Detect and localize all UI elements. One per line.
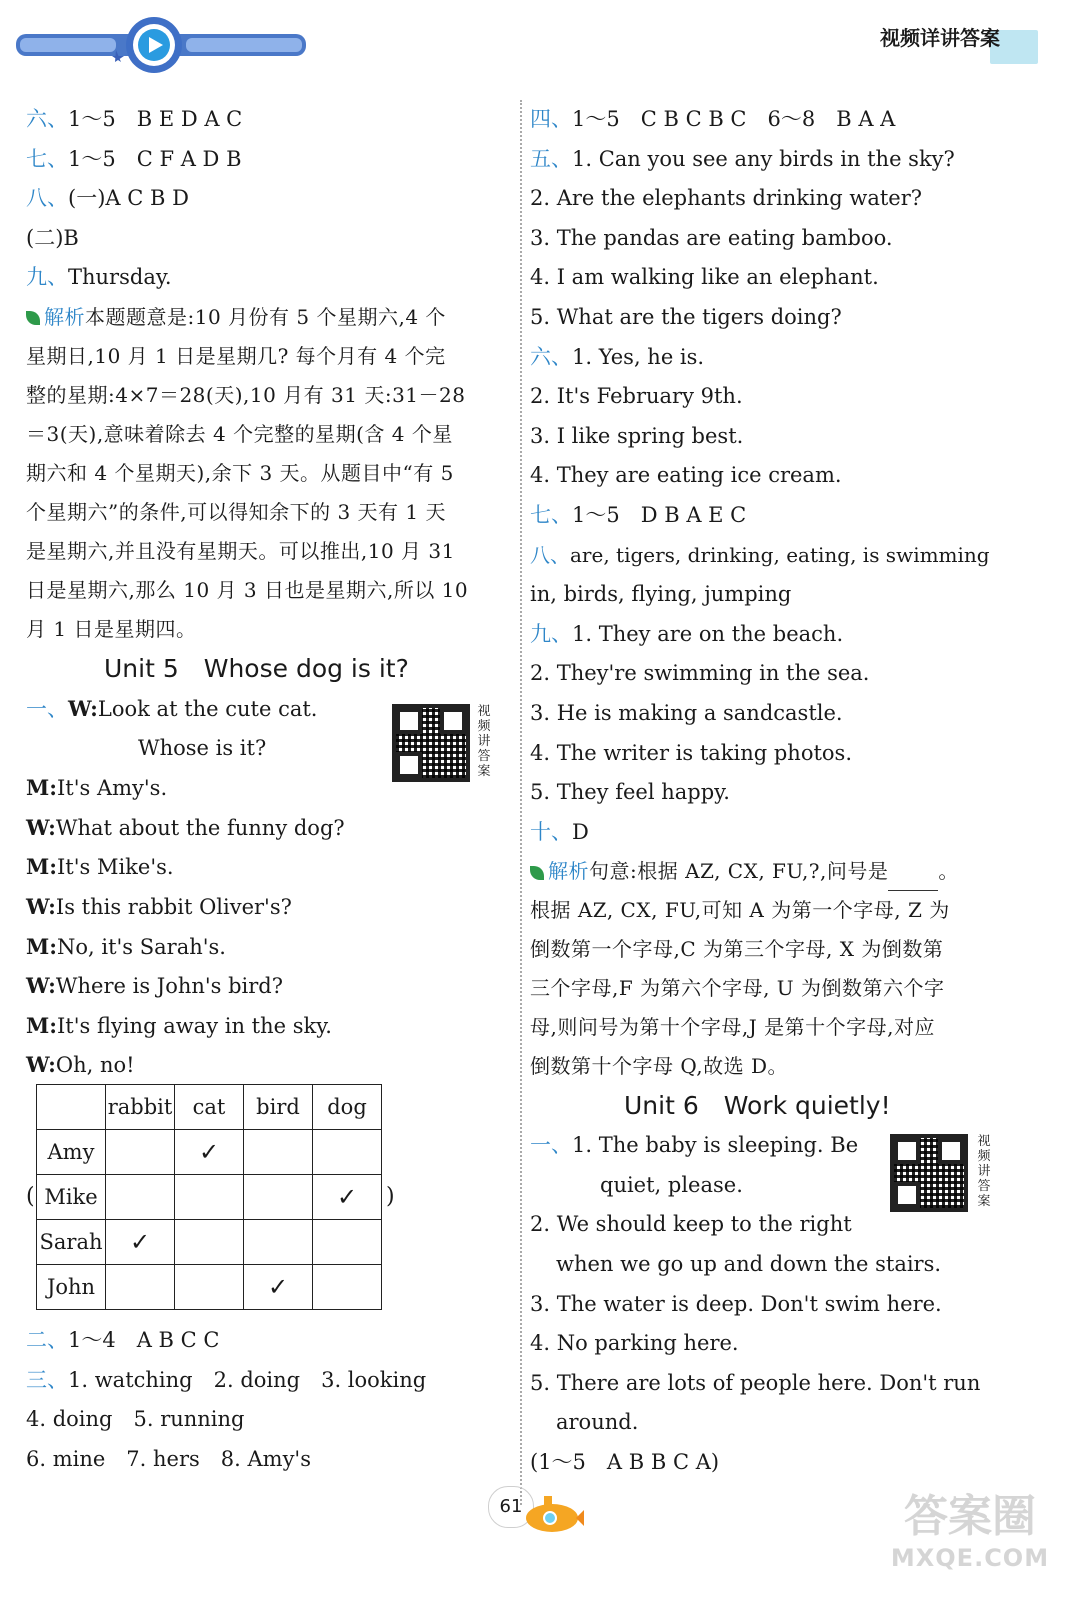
table-row: Mike ✓ <box>37 1175 382 1220</box>
unit5-dialog: 一、W:Look at the cute cat. Whose is it? M:It's Amy's. W:What about the funny dog? M:It's Mike's. W:Is this rabbit Oliver's? M:No, it's Sarah's. W:Where is John's bird? M:It's flying away in the sky. W:Oh, no! <box>26 695 345 1078</box>
table-row: Sarah ✓ <box>37 1220 382 1265</box>
header-banner <box>16 14 312 74</box>
analysis-tag: 解析 <box>548 859 589 884</box>
banner-graphic <box>16 14 312 74</box>
analysis-tag: 解析 <box>44 304 85 329</box>
unit6-qr-label: 视频讲答案 <box>977 1134 991 1209</box>
table-paren-left: ( <box>26 1184 35 1209</box>
answer-line: 九、Thursday. <box>26 265 172 290</box>
analysis-block: 解析句意:根据 AZ, CX, FU,?,问号是 。 根据 AZ, CX, FU,可知 A 为第一个字母, Z 为 倒数第一个字母,C 为第三个字母, X 为倒数第 三个字母,F 为第六个字母, U 为倒数第六个字 母,则问号为第十个字母,J 是第十个字母,对应 倒数第十个字母 Q,故选 D。 <box>530 859 959 1079</box>
answer-blank <box>888 870 938 891</box>
unit5-answer-table: rabbit cat bird dog Amy ✓ Mike ✓ Sarah ✓ John ✓ <box>36 1084 382 1310</box>
analysis-block: 解析本题题意是:10 月份有 5 个星期六,4 个 星期日,10 月 1 日是星期几? 每个月有 4 个完 整的星期:4×7＝28(天),10 月有 31 天:31－28 ＝3(天),意味着除去 4 个完整的星期(含 4 个星 期六和 4 个星期天),余下 3 天。从题目中“有 5 个星期六”的条件,可以得知余下的 3 天有 1 天 是星期六,并且没有星期天。可以推出,10 月 31 日是星期六,那么 10 月 3 日也是星期六,所以 10 月 1 日是星期四。 <box>26 304 469 641</box>
header-title: 视频详讲答案 <box>880 26 1000 50</box>
table-paren-right: ) <box>386 1184 395 1209</box>
leaf-icon <box>26 311 40 325</box>
left-column <box>26 100 516 1085</box>
watermark-logo <box>880 1480 1060 1590</box>
answer-line: 八、(一)A C B D <box>26 186 189 211</box>
unit5-title: Unit 5 Whose dog is it? <box>104 653 409 683</box>
answer-line: (二)B <box>26 225 79 250</box>
table-row: John ✓ <box>37 1265 382 1310</box>
unit6-answers: 一、1. The baby is sleeping. Be quiet, please. 2. We should keep to the right when we go up and down the stairs. 3. The water is deep. Don't swim here. 4. No parking here. 5. There are lots of people here. Don't run around. (1～5 A B B C A) <box>530 1133 981 1475</box>
unit6-title: Unit 6 Work quietly! <box>624 1091 891 1121</box>
watermark-url: MXQE.COM <box>890 1544 1050 1572</box>
page-number: 61 <box>499 1496 523 1517</box>
right-column: 四、1～5 C B C B C 6～8 B A A 五、1. Can you see any birds in the sky? 2. Are the elephants drinking water? 3. The pandas are eating bamboo. 4. I am walking like an elephant. 5. What are the tigers doing? 六、1. Yes, he is. 2. It's February 9th. 3. I like spring best. 4. They are eating ice cream. 七、1～5 D B A E C 八、are, tigers, drinking, eating, is swimming in, birds, flying, jumping 九、1. They are on the beach. 2. They're swimming in the sea. 3. He is making a sandcastle. 4. The writer is taking photos. 5. They feel happy. 十、D 解析句意:根据 AZ, CX, FU,?,问号是 。 根据 AZ, CX, FU,可知 A 为第一个字母, Z 为 倒数第一个字母,C 为第三个字母, X 为倒数第 三个字母,F 为第六个字母, U 为倒数第六个字 母,则问号为第十个字母,J 是第十个字母,对应 倒数第十个字母 Q,故选 D。 Unit 6 Work quietly! 一、1. The baby is sleeping. Be quiet, please. 2. We should keep to the right when we go up and down the stairs. 3. The water is deep. Don't swim here. 4. No parking here. 5. There are lots of people here. Don't run around. (1～5 A B B C A) <box>530 100 1045 1483</box>
unit5-qr-label: 视频讲答案 <box>477 704 491 779</box>
unit6-qr-code[interactable] <box>890 1134 968 1212</box>
table-row: Amy ✓ <box>37 1130 382 1175</box>
leaf-icon <box>530 866 544 880</box>
answer-line: 六、1～5 B E D A C <box>26 107 243 131</box>
watermark-text: 答案圈 <box>904 1491 1036 1542</box>
column-divider <box>520 100 522 1505</box>
answer-line: 七、1～5 C F A D B <box>26 146 242 171</box>
unit5-answers: 二、1～4 A B C C 三、1. watching 2. doing 3. looking 4. doing 5. running 6. mine 7. hers 8. Amy's <box>26 1328 427 1471</box>
submarine-icon <box>522 1488 586 1536</box>
unit5-qr-code[interactable] <box>392 704 470 782</box>
